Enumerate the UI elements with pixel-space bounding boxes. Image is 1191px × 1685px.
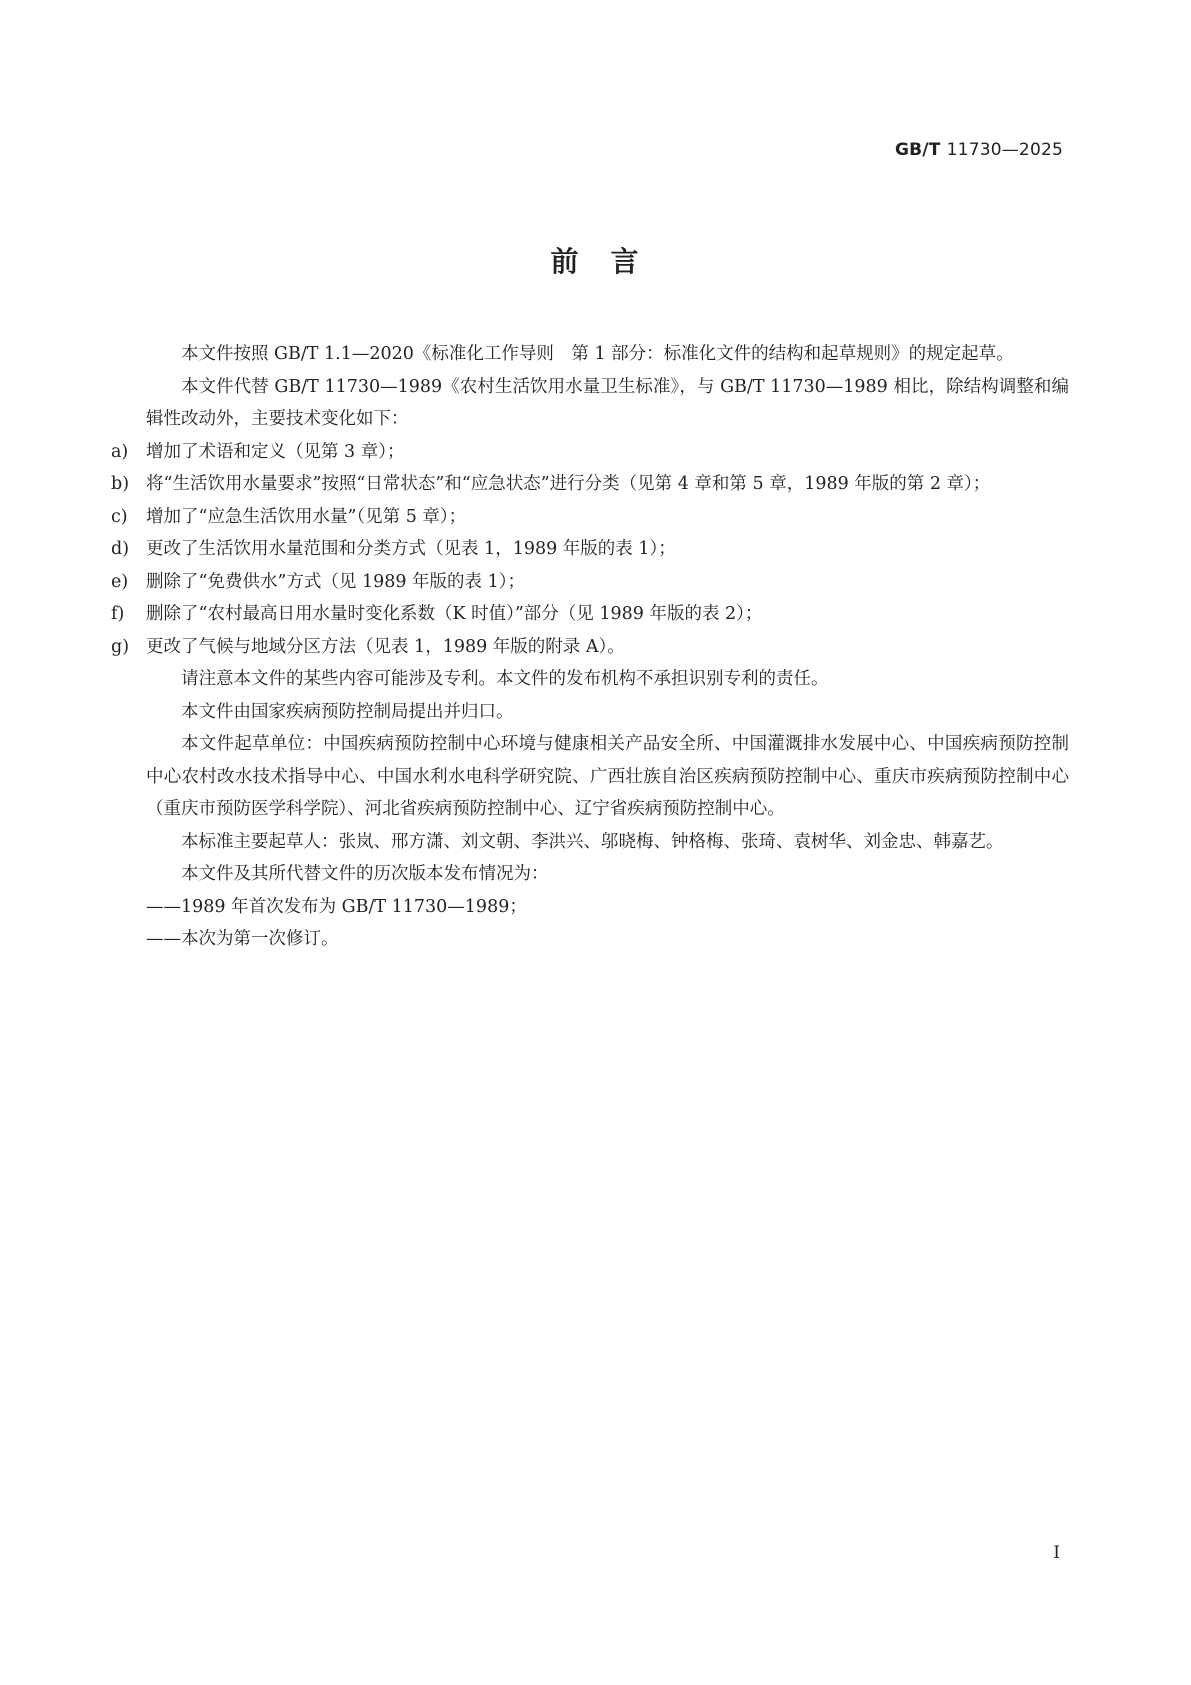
change-item-c [111, 501, 1069, 534]
change-item-a [111, 436, 1069, 469]
change-text: 将“生活饮用水量要求”按照“日常状态”和“应急状态”进行分类（见第 4 章和第 5 章，1989 年版的第 2 章）； [146, 474, 991, 494]
change-item-b [111, 468, 1069, 501]
standard-number: 11730—2025 [946, 140, 1063, 160]
paragraph-replacement: 本文件代替 GB/T 11730—1989《农村生活饮用水量卫生标准》，与 GB/T 11730—1989 相比，除结构调整和编辑性改动外，主要技术变化如下： [146, 376, 1069, 429]
change-label: g) [111, 636, 130, 657]
change-label: c) [111, 506, 128, 527]
change-text: 更改了气候与地域分区方法（见表 1，1989 年版的附录 A）。 [146, 636, 625, 657]
change-item-f [111, 598, 1069, 631]
change-item-g [111, 631, 1069, 664]
change-label: a) [111, 441, 129, 462]
change-text: 删除了“免费供水”方式（见 1989 年版的表 1）； [146, 571, 526, 592]
paragraph-drafters: 本标准主要起草人：张岚、邢方潇、刘文朝、李洪兴、邬晓梅、钟格梅、张琦、袁树华、刘金忠、韩嘉艺。 [181, 831, 1004, 852]
change-item-e [111, 566, 1069, 599]
document-body [111, 338, 1069, 956]
change-label: b) [111, 474, 130, 494]
change-text: 增加了“应急生活饮用水量”（见第 5 章）； [146, 506, 467, 527]
paragraph-drafting-units: 本文件起草单位：中国疾病预防控制中心环境与健康相关产品安全所、中国灌溉排水发展中心、中国疾病预防控制中心农村改水技术指导中心、中国水利水电科学研究院、广西壮族自治区疾病预防控制中心、重庆市疾病预防控制中心（重庆市预防医学科学院）、河北省疾病预防控制中心、辽宁省疾病预防控制中心。 [146, 734, 1069, 819]
standard-code [895, 140, 1063, 160]
paragraph-proposer: 本文件由国家疾病预防控制局提出并归口。 [181, 701, 514, 722]
change-label: e) [111, 571, 129, 592]
paragraph-patent-notice: 请注意本文件的某些内容可能涉及专利。本文件的发布机构不承担识别专利的责任。 [181, 669, 829, 689]
change-text: 增加了术语和定义（见第 3 章）； [146, 441, 405, 462]
history-item: ——本次为第一次修订。 [146, 929, 339, 949]
change-label: d) [111, 539, 130, 559]
change-item-d [111, 533, 1069, 566]
paragraph-drafting-rules: 本文件按照 GB/T 1.1—2020《标准化工作导则 第 1 部分：标准化文件的结构和起草规则》的规定起草。 [181, 344, 1014, 364]
standard-prefix: GB/T [895, 140, 941, 160]
change-text: 更改了生活饮用水量范围和分类方式（见表 1，1989 年版的表 1）； [146, 539, 676, 559]
page-title: 前 言 [550, 245, 641, 278]
history-item: ——1989 年首次发布为 GB/T 11730—1989； [146, 896, 527, 917]
change-label: f) [111, 604, 125, 624]
change-text: 删除了“农村最高日用水量时变化系数（K 时值）”部分（见 1989 年版的表 2）； [146, 604, 763, 624]
paragraph-history-intro: 本文件及其所代替文件的历次版本发布情况为： [181, 864, 549, 884]
page-number: I [1053, 1543, 1060, 1563]
